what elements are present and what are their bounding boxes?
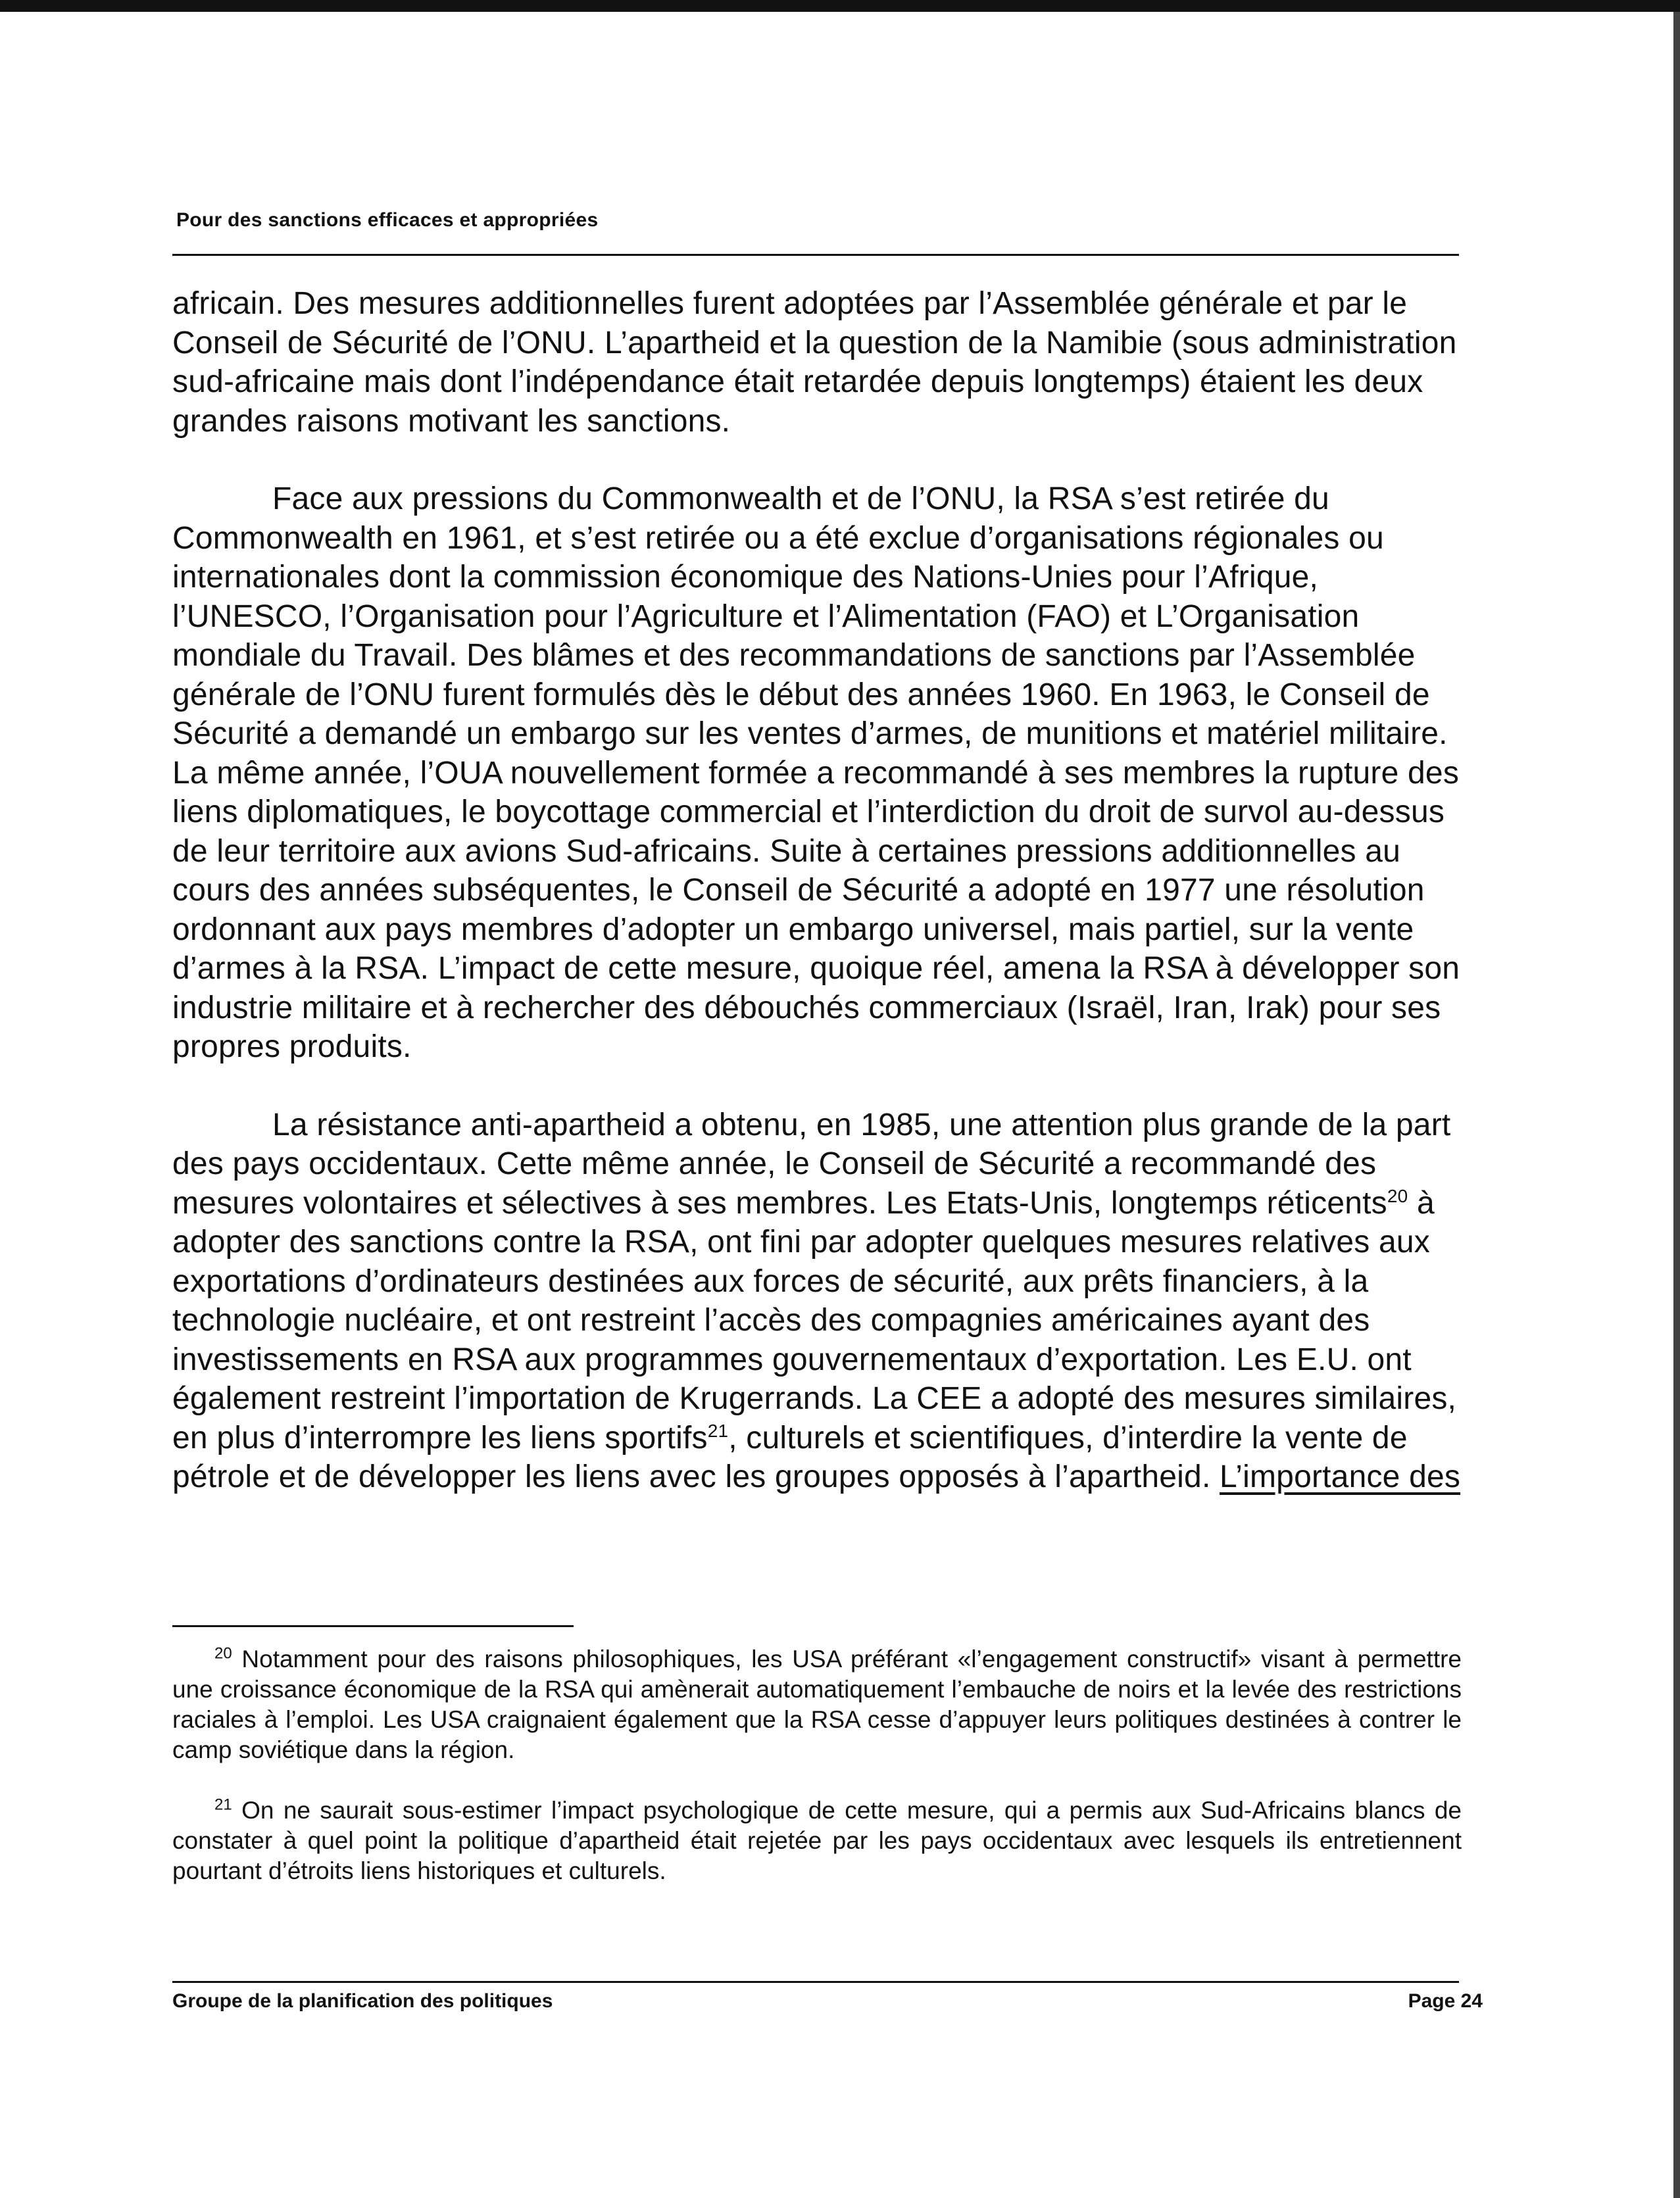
footnote-ref-21: 21 (707, 1420, 729, 1441)
footnote-text: On ne saurait sous-estimer l’impact psychologique de cette mesure, qui a permis aux Sud-Africains blancs de constater à quel point la politique d’apartheid était rejetée par les pays occidentaux avec lesquels ils entretiennent pourtant d’étroits liens historiques et culturels. (172, 1797, 1462, 1884)
scan-top-border (0, 0, 1680, 12)
paragraph-3-text-b: à adopter des sanctions contre la RSA, ont fini par adopter quelques mesures relatives aux exportations d’ordinateurs destinées aux forces de sécurité, aux prêts financiers, à la technologie nucléaire, et ont restreint l’accès des compagnies américaines ayant des investissements en RSA aux programmes gouvernementaux d’exportation. Les E.U. ont également restreint l’importation de Krugerrands. La CEE a adopté des mesures similaires, en plus d’interrompre les liens sportifs (172, 1185, 1457, 1455)
footnote-number: 21 (214, 1795, 232, 1814)
footnote-text: Notamment pour des raisons philosophiques, les USA préférant «l’engagement constructif» visant à permettre une croissance économique de la RSA qui amènerait automatiquement l’embauche de noirs et la levée des restrictions raciales à l’emploi. Les USA craignaient également que la RSA cesse d’appuyer leurs politiques destinées à contrer le camp soviétique dans la région. (172, 1646, 1462, 1763)
paragraph-2 (172, 479, 1462, 1067)
paragraph-3-text-a: La résistance anti-apartheid a obtenu, en 1985, une attention plus grande de la part des pays occidentaux. Cette même année, le Conseil de Sécurité a recommandé des mesures volontaires et sélectives à ses membres. Les Etats-Unis, longtemps réticents (172, 1107, 1451, 1221)
running-header: Pour des sanctions efficaces et appropriées (176, 209, 599, 231)
footnote-21 (172, 1795, 1462, 1886)
footer-organization: Groupe de la planification des politiques (172, 1990, 553, 2012)
paragraph-3 (172, 1106, 1462, 1497)
paragraph-1: africain. Des mesures additionnelles furent adoptées par l’Assemblée générale et par le Conseil de Sécurité de l’ONU. L’apartheid et la question de la Namibie (sous administration sud-africaine mais dont l’indépendance était retardée depuis longtemps) étaient les deux grandes raisons motivant les sanctions. (172, 286, 1457, 439)
underlined-text: L’importance des (1220, 1459, 1461, 1494)
header-rule (172, 254, 1459, 256)
footer-rule (172, 1981, 1459, 1983)
paragraph-2-text: Face aux pressions du Commonwealth et de l’ONU, la RSA s’est retirée du Commonwealth en 1961, et s’est retirée ou a été exclue d’organisations régionales ou internationales dont la commission économique des Nations-Unies pour l’Afrique, l’UNESCO, l’Organisation pour l’Agriculture et l’Alimentation (FAO) et L’Organisation mondiale du Travail. Des blâmes et des recommandations de sanctions par l’Assemblée générale de l’ONU furent formulés dès le début des années 1960. En 1963, le Conseil de Sécurité a demandé un embargo sur les ventes d’armes, de munitions et matériel militaire. La même année, l’OUA nouvellement formée a recommandé à ses membres la rupture des liens diplomatiques, le boycottage commercial et l’interdiction du droit de survol au-dessus de leur territoire aux avions Sud-africains. Suite à certaines pressions additionnelles au cours des années subséquentes, le Conseil de Sécurité a adopté en 1977 une résolution ordonnant aux pays membres d’adopter un embargo universel, mais partiel, sur la vente d’armes à la RSA. L’impact de cette mesure, quoique réel, amena la RSA à développer son industrie militaire et à rechercher des débouchés commerciaux (Israël, Iran, Irak) pour ses propres produits. (172, 481, 1460, 1064)
footnote-rule (172, 1625, 574, 1627)
footnote-20 (172, 1644, 1462, 1765)
footnote-ref-20: 20 (1387, 1185, 1408, 1206)
footnote-number: 20 (214, 1644, 232, 1663)
scan-right-edge (1673, 12, 1680, 2198)
footnotes (172, 1644, 1462, 1886)
body-text (172, 284, 1462, 1497)
paragraph-3-text-c: , culturels et scientifiques, d’interdire la vente de pétrole et de développer les liens avec les groupes opposés à l’apartheid. (172, 1420, 1408, 1494)
page-number: Page 24 (1408, 1990, 1483, 2012)
